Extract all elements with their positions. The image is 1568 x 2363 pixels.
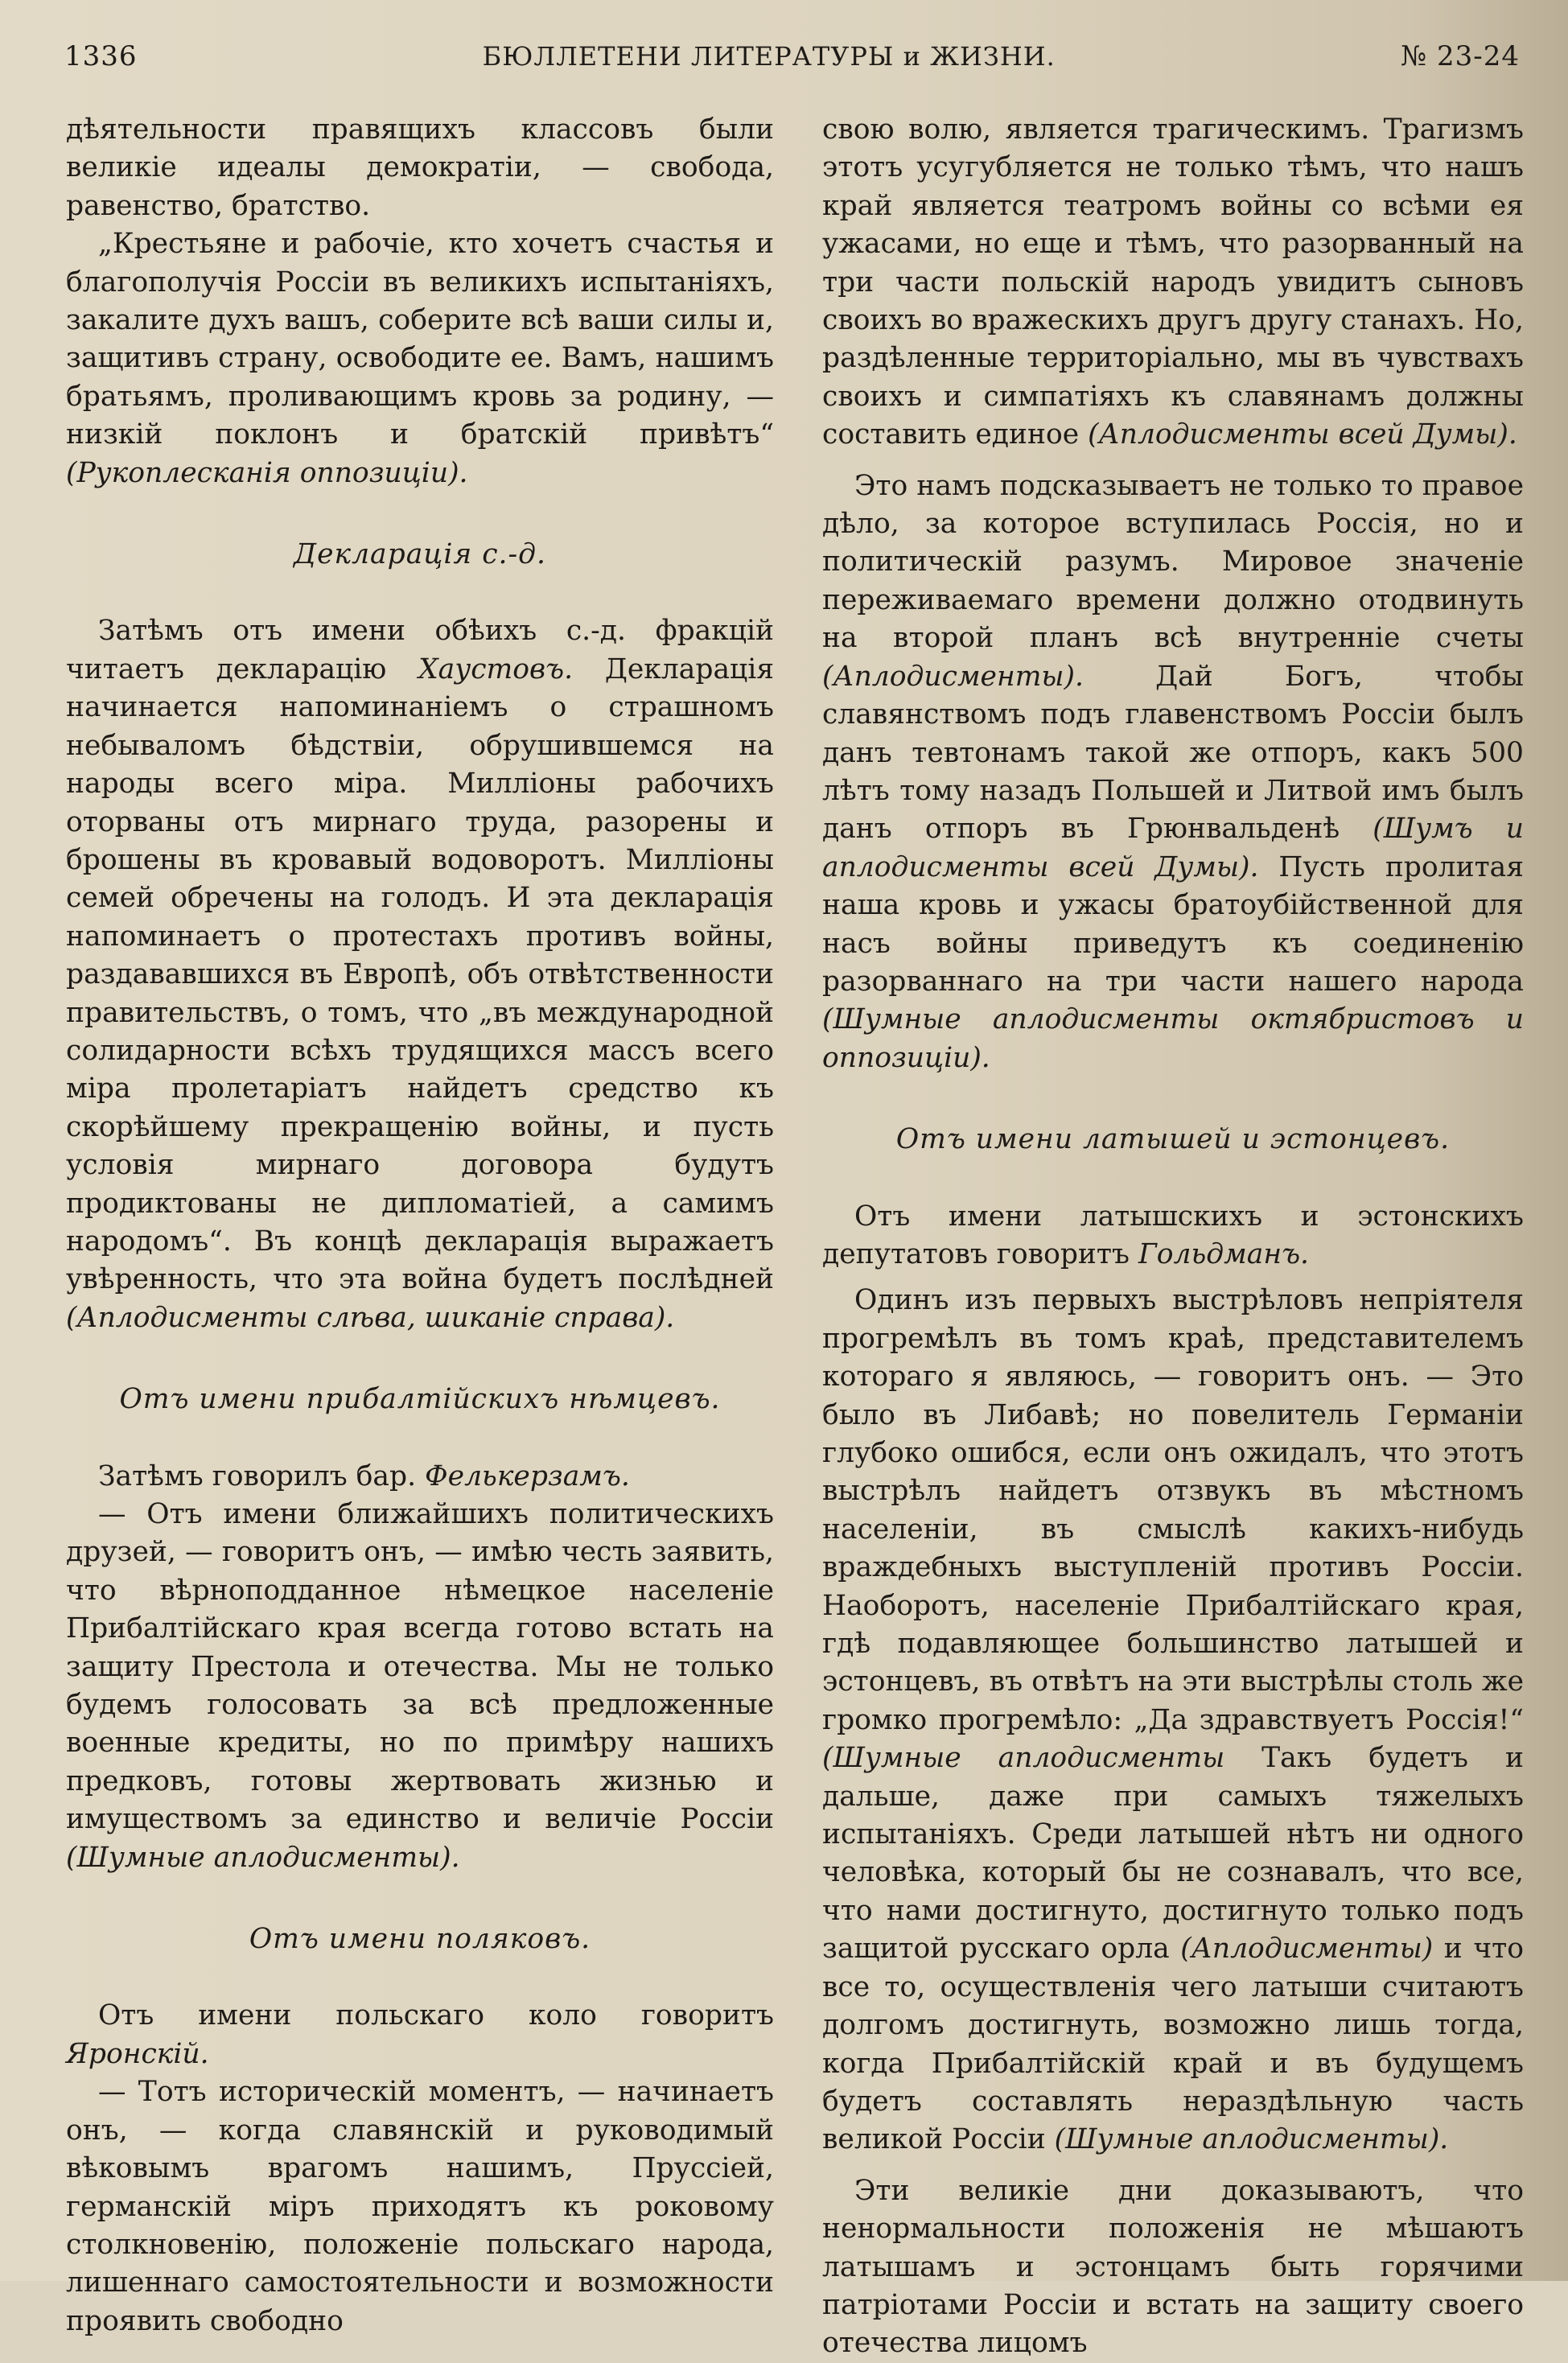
paragraph: — Отъ имени ближайшихъ политическихъ друзей, — говоритъ онъ, — имѣю честь заявить, что вѣрноподданное нѣмецкое населеніе Прибалтійскаго края всегда готово встать на защиту Престола и отечества. Мы не только будемъ голосовать за всѣ предложенные военные кредиты, но по примѣру нашихъ предковъ, готовы жертвовать жизнью и имуществомъ за единство и величіе Россіи (Шумные аплодисменты). xyxy=(66,1498,774,1874)
remark: (Аплодисменты слѣва, шиканіе справа). xyxy=(66,1301,675,1334)
paragraph: — Тотъ историческій моментъ, — начинаетъ онъ, — когда славянскій и руководимый вѣковымъ врагомъ нашимъ, Пруссіей, германскій міръ приходятъ къ роковому столкновенію, положеніе польскаго народа, лишеннаго самостоятельности и возможности проявить свободно xyxy=(66,2076,774,2337)
paragraph: Одинъ изъ первыхъ выстрѣловъ непріятеля прогремѣлъ въ томъ краѣ, представителемъ котораго я являюсь, — говоритъ онъ. — Это было въ Либавѣ; но повелитель Германіи глубоко ошибся, если онъ ожидалъ, что этотъ выстрѣлъ найдетъ отзвукъ въ мѣстномъ населеніи, въ смыслѣ какихъ-нибудь враждебныхъ выступленій противъ Россіи. Наоборотъ, населеніе Прибалтійскаго края, гдѣ подавляющее большинство латышей и эстонцевъ, въ отвѣтъ на эти выстрѣлы столь же громко прогремѣло: „Да здравствуетъ Россія!“ (Шумные аплодисменты Такъ будетъ и дальше, даже при самыхъ тяжелыхъ испытаніяхъ. Среди латышей нѣтъ ни одного человѣка, который бы не сознавалъ, что все, что нами достигнуто, достигнуто только подъ защитой русскаго орла (Аплодисменты) и что все то, осуществленія чего латыши считаютъ долгомъ достигнуть, возможно лишь тогда, когда Прибалтійскій край и въ будущемъ будетъ составлять нераздѣльную часть великой Россіи (Шумные аплодисменты). xyxy=(822,1284,1525,2156)
journal-title: БЮЛЛЕТЕНИ ЛИТЕРАТУРЫ и ЖИЗНИ. xyxy=(482,41,1056,72)
speaker-name: Фелькерзамъ. xyxy=(425,1459,630,1492)
section-heading: Отъ имени латышей и эстонцевъ. xyxy=(895,1123,1451,1156)
remark: (Аплодисменты) xyxy=(1180,1933,1434,1966)
speaker-name: Хаустовъ. xyxy=(418,653,574,685)
issue-number: № 23-24 xyxy=(1400,40,1520,72)
section-heading: Отъ имени поляковъ. xyxy=(249,1923,591,1956)
speaker-name: Гольдманъ. xyxy=(1138,1237,1310,1270)
remark: (Шумъ и аплодисменты всей Думы). xyxy=(822,813,1524,883)
paragraph: Затѣмъ отъ имени обѣихъ с.-д. фракцій читаетъ декларацію Хаустовъ. Декларація начинается напоминаніемъ о страшномъ небываломъ бѣдствіи, обрушившемся на народы всего міра. Милліоны рабочихъ оторваны отъ мирнаго труда, разорены и брошены въ кровавый водоворотъ. Милліоны семей обречены на голодъ. И эта декларація напоминаетъ о протестахъ противъ войны, раздававшихся въ Европѣ, объ отвѣтственности правительствъ, о томъ, что „въ международной солидарности всѣхъ трудящихся массъ всего міра пролетаріатъ найдетъ средство къ скорѣйшему прекращенію войны, и пусть условія мирнаго договора будутъ продиктованы не дипломатіей, а самимъ народомъ“. Въ концѣ декларація выражаетъ увѣренность, что эта война будетъ послѣдней (Аплодисменты слѣва, шиканіе справа). xyxy=(66,615,774,1334)
paragraph: Затѣмъ говорилъ бар. Фелькерзамъ. xyxy=(98,1459,630,1492)
paragraph: дѣятельности правящихъ классовъ были великіе идеалы демократіи, — свобода, равенство, братство. xyxy=(66,113,774,222)
section-heading: Декларація с.-д. xyxy=(294,538,546,571)
section-heading: Отъ имени прибалтійскихъ нѣмцевъ. xyxy=(119,1383,721,1416)
paragraph: „Крестьяне и рабочіе, кто хочетъ счастья и благополучія Россіи въ великихъ испытаніяхъ, закалите духъ вашъ, соберите всѣ ваши силы и, защитивъ страну, освободите ее. Вамъ, нашимъ братьямъ, проливающимъ кровь за родину, — низкій поклонъ и братскій привѣтъ“ (Рукоплесканія оппозиціи). xyxy=(66,228,774,489)
remark: (Шумные аплодисменты). xyxy=(1054,2123,1449,2156)
page-number: 1336 xyxy=(64,40,138,72)
remark: (Шумные аплодисменты xyxy=(822,1742,1225,1775)
remark: (Аплодисменты). xyxy=(822,660,1084,693)
remark: (Аплодисменты всей Думы). xyxy=(1088,418,1517,451)
right-column xyxy=(822,111,1524,2363)
left-column xyxy=(66,111,774,2340)
page-header xyxy=(64,32,1520,80)
remark: (Рукоплесканія оппозиціи). xyxy=(66,456,468,489)
paragraph: Отъ имени польскаго коло говоритъ Яронскій. xyxy=(66,1999,774,2070)
remark: (Шумные аплодисменты октябристовъ и оппозиціи). xyxy=(822,1003,1524,1074)
paragraph: Это намъ подсказываетъ не только то правое дѣло, за которое вступилась Россія, но и политическій разумъ. Мировое значеніе переживаемаго времени должно отодвинуть на второй планъ всѣ внутренніе счеты (Аплодисменты). Дай Богъ, чтобы славянствомъ подъ главенствомъ Россіи былъ данъ тевтонамъ такой же отпоръ, какъ 500 лѣтъ тому назадъ Польшей и Литвой имъ былъ данъ отпоръ въ Грюнвальденѣ (Шумъ и аплодисменты всей Думы). Пусть пролитая наша кровь и ужасы братоубійственной для насъ войны приведутъ къ соединенію разорваннаго на три части нашего народа (Шумные аплодисменты октябристовъ и оппозиціи). xyxy=(822,469,1524,1074)
paragraph: Эти великіе дни доказываютъ, что ненормальности положенія не мѣшаютъ латышамъ и эстонцамъ быть горячими патріотами Россіи и встать на защиту своего отечества лицомъ xyxy=(822,2174,1524,2360)
remark: (Шумные аплодисменты). xyxy=(66,1841,460,1874)
paragraph: свою волю, является трагическимъ. Трагизмъ этотъ усугубляется не только тѣмъ, что нашъ край является театромъ войны со всѣми ея ужасами, но еще и тѣмъ, что разорванный на три части польскій народъ увидитъ сыновъ своихъ во вражескихъ другъ другу станахъ. Но, раздѣленные территоріально, мы въ чувствахъ своихъ и симпатіяхъ къ славянамъ должны составить единое (Аплодисменты всей Думы). xyxy=(822,113,1524,451)
paragraph: Отъ имени латышскихъ и эстонскихъ депутатовъ говоритъ Гольдманъ. xyxy=(822,1200,1524,1270)
speaker-name: Яронскій. xyxy=(66,2037,209,2070)
